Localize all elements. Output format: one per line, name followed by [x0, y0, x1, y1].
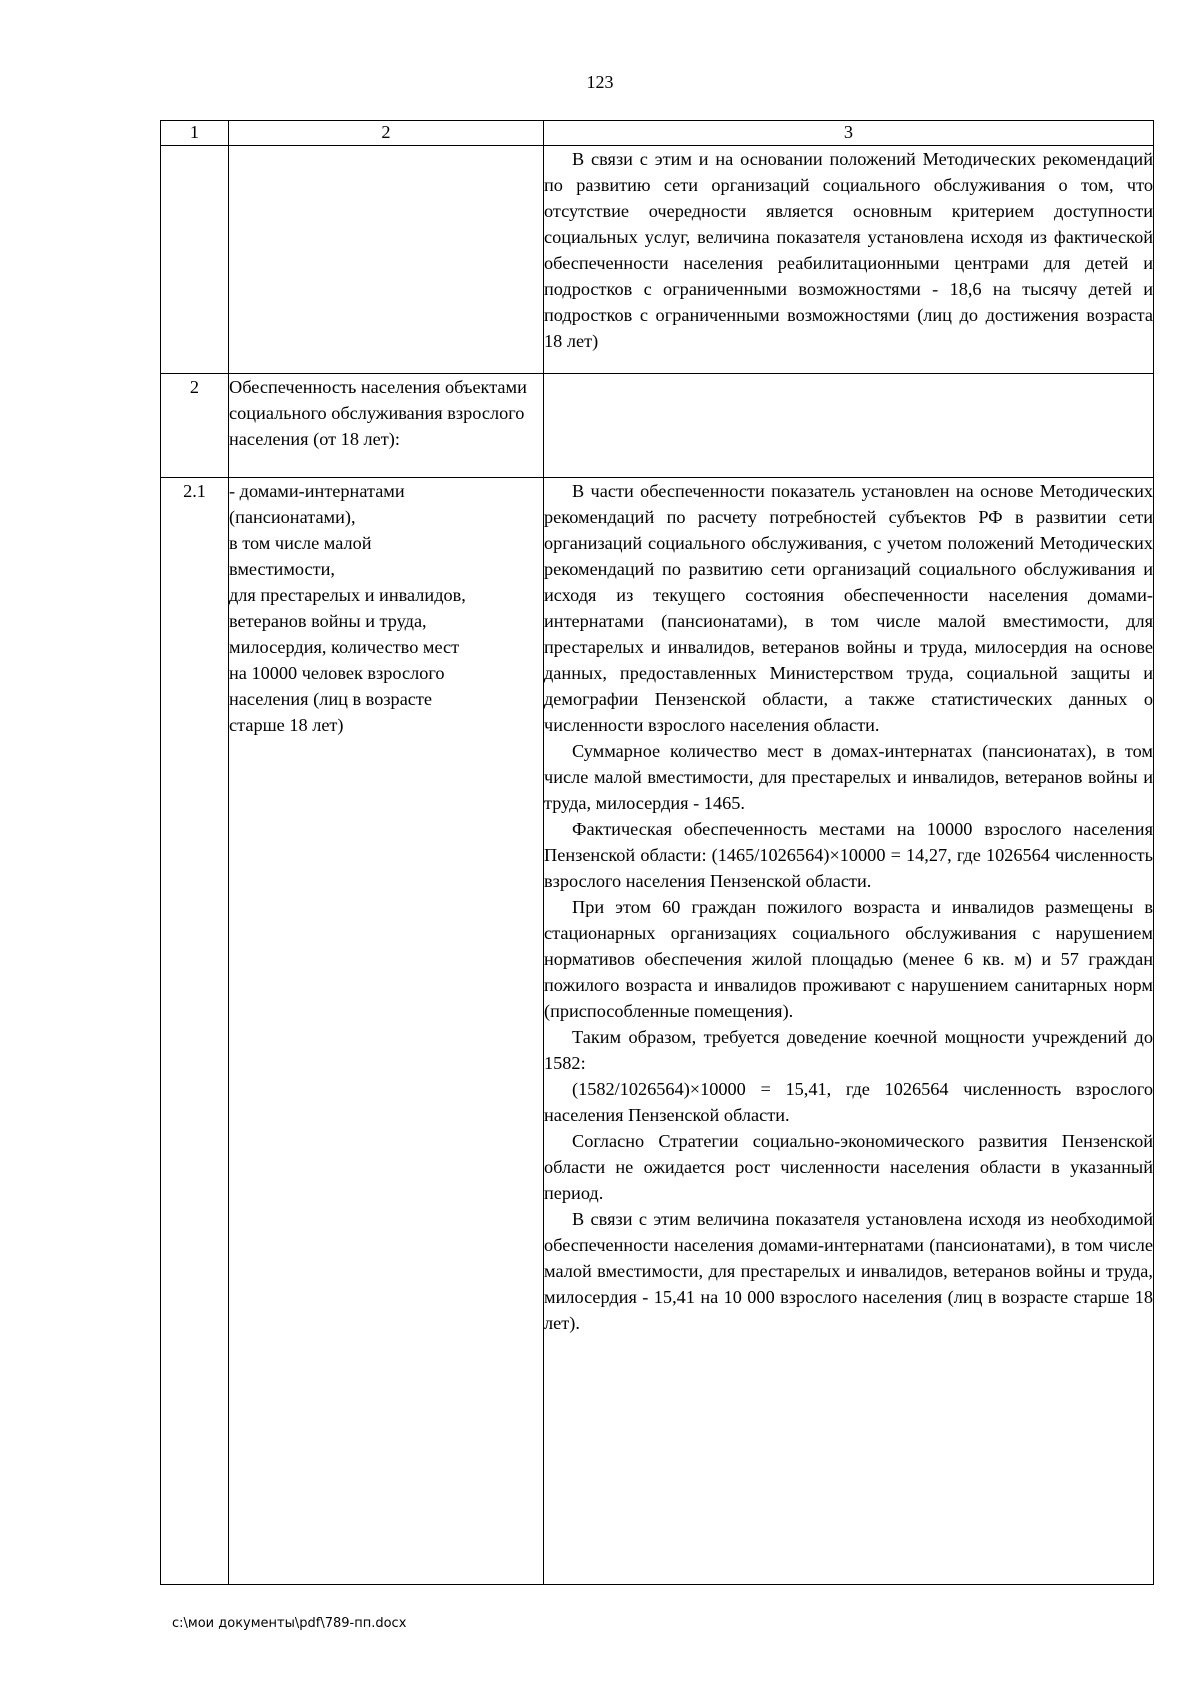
indicator-name-line: на 10000 человек взрослого — [229, 663, 445, 683]
indicator-name-line: - домами-интернатами — [229, 481, 405, 501]
justification-paragraph: В связи с этим величина показателя установлена исходя из необходимой обеспеченности населения домами-интернатами (пансионатами), в том числе малой вместимости, для престарелых и инвалидов, ветеранов войны и труда, милосердия - 15,41 на 10 000 взрослого населения (лиц в возрасте старше 18 лет). — [544, 1209, 1153, 1333]
page-number: 123 — [586, 72, 614, 92]
indicator-name-line: вместимости, — [229, 559, 335, 579]
justification-cell — [544, 374, 1154, 478]
table-row — [161, 146, 1154, 374]
justification-paragraph: В связи с этим и на основании положений Методических рекомендаций по развитию сети организаций социального обслуживания о том, что отсутствие очередности является основным критерием доступности социальных услуг, величина показателя установлена исходя из фактической обеспеченности населения реабилитационными центрами для детей и подростков с ограниченными возможностями - 18,6 на тысячу детей и подростков с ограниченными возможностями (лиц до достижения возраста 18 лет) — [544, 149, 1153, 351]
indicators-table — [160, 120, 1154, 1585]
indicator-name-line: (пансионатами), — [229, 507, 356, 527]
indicator-name-line: ветеранов войны и труда, — [229, 611, 427, 631]
indicator-name-line: для престарелых и инвалидов, — [229, 585, 466, 605]
indicator-name-line: милосердия, количество мест — [229, 637, 460, 657]
indicator-name — [229, 146, 544, 374]
justification-paragraph: Таким образом, требуется доведение коечной мощности учреждений до 1582: — [544, 1027, 1153, 1073]
justification-cell — [544, 478, 1154, 1585]
indicator-name: Обеспеченность населения объектами социального обслуживания взрослого населения (от 18 лет): — [229, 374, 544, 478]
header-cell-2: 2 — [229, 121, 544, 146]
indicator-name-line: старше 18 лет) — [229, 715, 344, 735]
justification-cell — [544, 146, 1154, 374]
file-path-footer: c:\мои документы\pdf\789-пп.docx — [172, 1616, 407, 1631]
row-number: 2 — [161, 374, 229, 478]
justification-paragraph: Фактическая обеспеченность местами на 10000 взрослого населения Пензенской области: (1465/1026564)×10000 = 14,27, где 1026564 численность взрослого населения Пензенской области. — [544, 819, 1153, 891]
table-row — [161, 374, 1154, 478]
formula-paragraph: (1582/1026564)×10000 = 15,41, где 1026564 численность взрослого населения Пензенской области. — [544, 1079, 1153, 1125]
table-row — [161, 478, 1154, 1585]
indicator-name-line: в том числе малой — [229, 533, 372, 553]
row-number — [161, 146, 229, 374]
header-cell-3: 3 — [544, 121, 1154, 146]
header-cell-1: 1 — [161, 121, 229, 146]
justification-paragraph: В части обеспеченности показатель установлен на основе Методических рекомендаций по расчету потребностей субъектов РФ в развитии сети организаций социального обслуживания, с учетом положений Методических рекомендаций по развитию сети организаций социального обслуживания и исходя из текущего состояния обеспеченности населения домами-интернатами (пансионатами), в том числе малой вместимости, для престарелых и инвалидов, ветеранов войны и труда, милосердия на основе данных, предоставленных Министерством труда, социальной защиты и демографии Пензенской области, а также статистических данных о численности взрослого населения области. — [544, 481, 1153, 735]
indicator-name — [229, 478, 544, 1585]
justification-paragraph: Согласно Стратегии социально-экономического развития Пензенской области не ожидается рост численности населения области в указанный период. — [544, 1131, 1153, 1203]
table-header-row — [161, 121, 1154, 146]
justification-paragraph: Суммарное количество мест в домах-интернатах (пансионатах), в том числе малой вместимости, для престарелых и инвалидов, ветеранов войны и труда, милосердия - 1465. — [544, 741, 1153, 813]
row-number: 2.1 — [161, 478, 229, 1585]
indicator-name-line: населения (лиц в возрасте — [229, 689, 433, 709]
justification-paragraph: При этом 60 граждан пожилого возраста и инвалидов размещены в стационарных организациях социального обслуживания с нарушением нормативов обеспечения жилой площадью (менее 6 кв. м) и 57 граждан пожилого возраста и инвалидов проживают с нарушением санитарных норм (приспособленные помещения). — [544, 897, 1153, 1021]
